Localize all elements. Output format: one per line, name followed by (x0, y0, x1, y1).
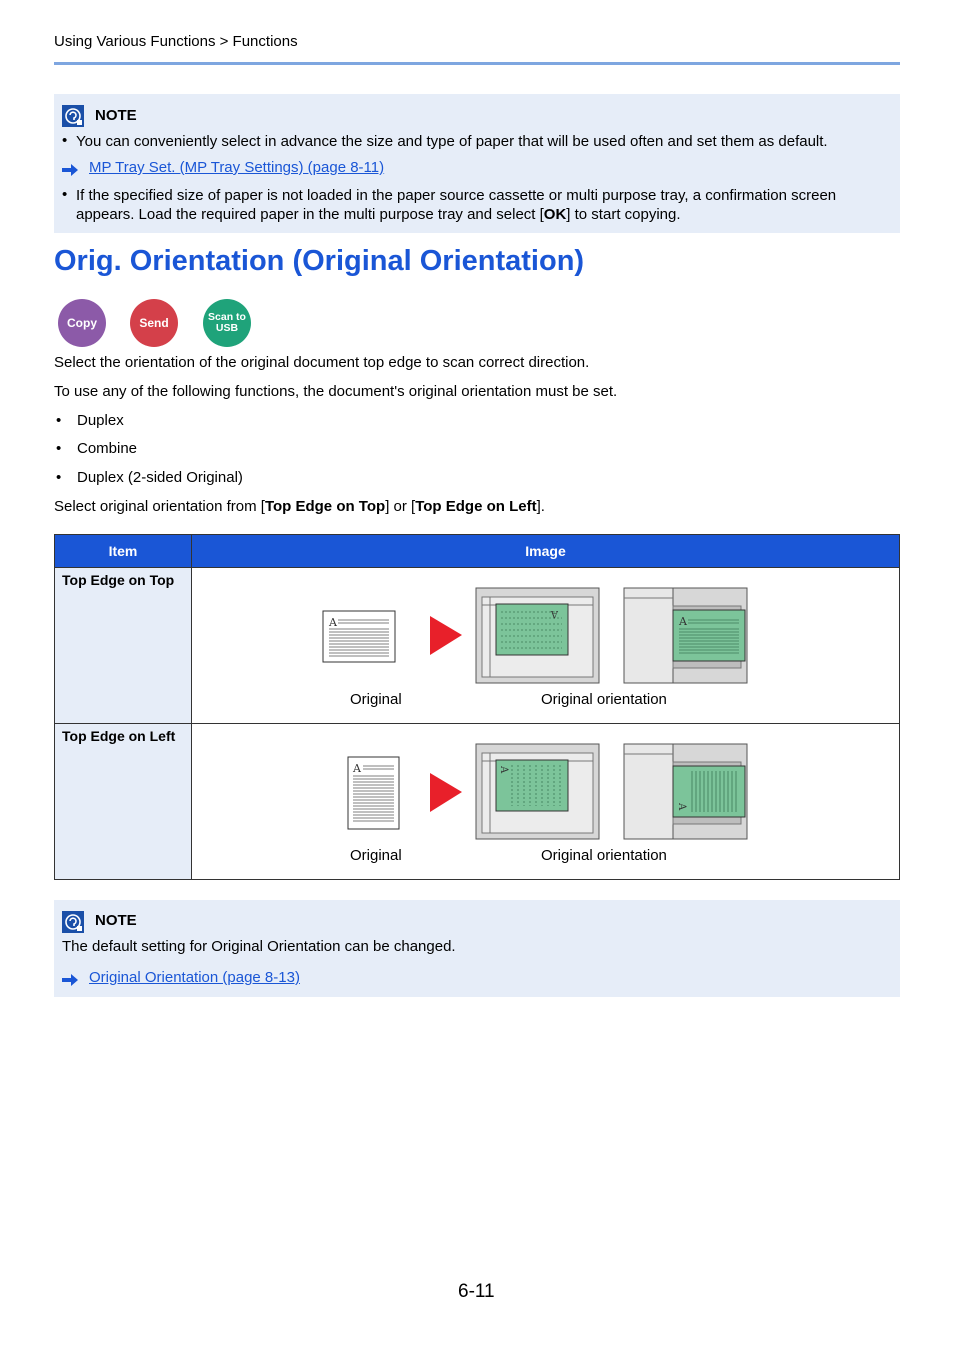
note-title: NOTE (95, 107, 137, 124)
note-icon (62, 105, 84, 127)
note-bullet-2-line1: If the specified size of paper is not loaded in the paper source cassette or multi purpose tray, a confirmation screen (76, 187, 837, 204)
note-icon (62, 911, 84, 933)
intro-paragraph-1: Select the orientation of the original document top edge to scan correct direction. (54, 354, 590, 371)
header-divider (54, 62, 900, 65)
caption-original: Original (350, 847, 402, 864)
list-item: Combine (77, 440, 138, 457)
option-top-edge-on-top: Top Edge on Top (55, 568, 192, 724)
note-box-bottom (54, 900, 900, 997)
bullet: • (62, 132, 68, 149)
note-box-top (54, 94, 900, 233)
document-processor-icon (624, 744, 747, 839)
note-text: The default setting for Original Orientation can be changed. (62, 938, 456, 955)
page-number: 6-11 (458, 1281, 495, 1302)
list-item: Duplex (77, 412, 124, 429)
svg-text:A: A (679, 615, 687, 628)
direction-arrow-icon (430, 616, 462, 655)
list-item: Duplex (2-sided Original) (77, 469, 243, 486)
top-edge-on-top-illustration (192, 568, 900, 688)
original-document-icon (348, 757, 399, 829)
select-instruction: Select original orientation from [Top Edge on Top] or [Top Edge on Left]. (54, 498, 545, 515)
orientation-table (54, 534, 900, 880)
caption-original-orientation: Original orientation (541, 847, 667, 864)
section-title: Orig. Orientation (Original Orientation) (54, 245, 585, 277)
image-cell (192, 568, 900, 724)
platen-glass-icon (476, 588, 599, 683)
caption-original: Original (350, 691, 402, 708)
svg-text:A: A (676, 803, 687, 811)
note-bullet-1: You can conveniently select in advance the size and type of paper that will be used often and set them as default. (76, 133, 828, 150)
option-top-edge-on-left: Top Edge on Left (55, 724, 192, 880)
send-badge: Send (130, 299, 178, 347)
direction-arrow-icon (430, 773, 462, 812)
top-edge-on-left-illustration (192, 724, 900, 844)
svg-text:A: A (550, 608, 558, 619)
original-document-icon (323, 611, 395, 662)
note-bullet-2-line2: appears. Load the required paper in the multi purpose tray and select [OK] to start copying. (76, 206, 681, 223)
table-row (55, 568, 900, 724)
copy-badge: Copy (58, 299, 106, 347)
column-header-image: Image (192, 535, 900, 568)
svg-text:A: A (498, 766, 509, 774)
breadcrumb: Using Various Functions > Functions (54, 33, 298, 50)
image-cell (192, 724, 900, 880)
intro-paragraph-2: To use any of the following functions, the document's original orientation must be set. (54, 383, 618, 400)
arrow-right-icon (62, 974, 78, 986)
bullet: • (56, 412, 62, 429)
note-title: NOTE (95, 912, 137, 929)
bullet: • (56, 440, 62, 457)
platen-glass-icon (476, 744, 599, 839)
svg-text:A: A (329, 616, 337, 629)
table-header-row (55, 535, 900, 568)
scan-to-usb-badge: Scan to USB (203, 299, 251, 347)
document-processor-icon (624, 588, 747, 683)
mp-tray-settings-link[interactable]: MP Tray Set. (MP Tray Settings) (page 8-11) (89, 159, 385, 176)
caption-original-orientation: Original orientation (541, 691, 667, 708)
original-orientation-link[interactable]: Original Orientation (page 8-13) (89, 969, 300, 986)
bullet: • (62, 186, 68, 203)
bullet: • (56, 469, 62, 486)
arrow-right-icon (62, 164, 78, 176)
column-header-item: Item (55, 535, 192, 568)
svg-text:A: A (353, 762, 361, 775)
table-row (55, 724, 900, 880)
